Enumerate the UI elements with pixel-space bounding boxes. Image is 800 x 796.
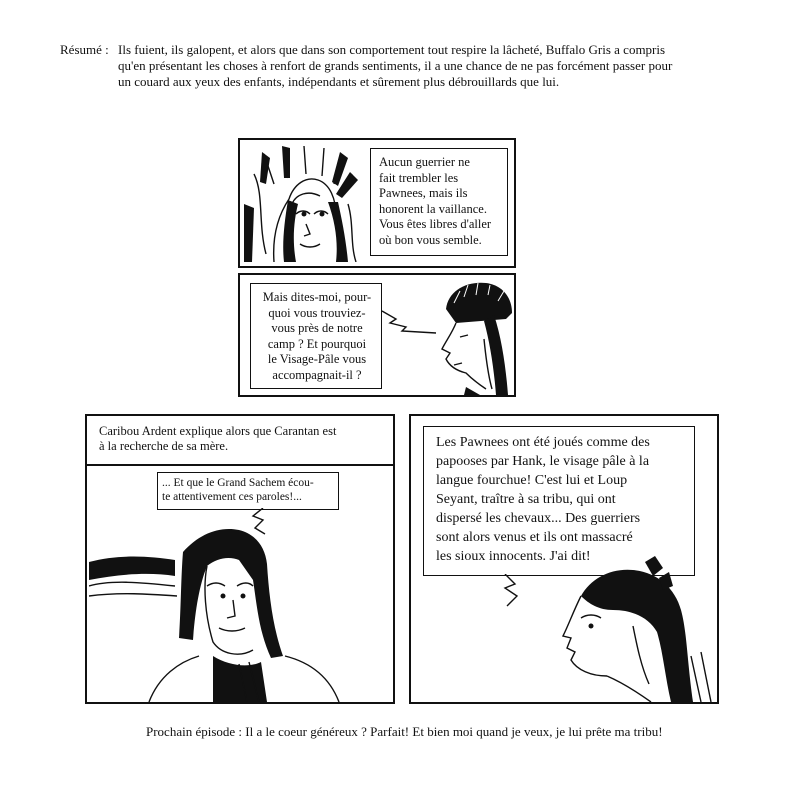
- caption-box: [87, 416, 393, 466]
- speech-line: dispersé les chevaux... Des guerriers: [436, 511, 641, 526]
- speech-line: fait trembler les: [379, 170, 459, 185]
- bubble-tail-zigzag: [497, 574, 527, 608]
- speech-line: Les Pawnees ont été joués comme des: [436, 435, 650, 450]
- chief-headdress-profile-illustration: [436, 279, 514, 395]
- speech-line: où bon vous semble.: [379, 232, 482, 247]
- speech-bubble-2: [250, 283, 382, 389]
- speech-line: Aucun guerrier ne: [379, 155, 470, 169]
- speech-line: accompagnait-il ?: [272, 367, 362, 382]
- speech-bubble-3: [157, 472, 339, 510]
- speech-line: camp ? Et pourquoi: [267, 336, 367, 351]
- speech-line: langue fourchue! C'est lui et Loup: [436, 473, 628, 488]
- speech-bubble-4: [423, 426, 695, 576]
- panel-3: [85, 414, 395, 704]
- speech-line: honorent la vaillance.: [379, 201, 487, 216]
- resume-text: Ils fuient, ils galopent, et alors que dans son comportement tout respire la lâcheté, Buffalo Gris a compris qu'en présentant les choses à renfort de grands sentiments, il a une chance de ne pas forcément passer pour un couard aux yeux des enfants, indépendants et sûrement plus débrouillards que lui.: [118, 42, 673, 89]
- panel-1: [238, 138, 516, 268]
- speech-bubble-1: [370, 148, 508, 256]
- speech-line: Seyant, traître à sa tribu, qui ont: [436, 492, 616, 507]
- next-episode-text: Prochain épisode : Il a le coeur généreux ? Parfait! Et bien moi quand je veux, je lui prête ma tribu!: [146, 724, 663, 739]
- speech-line: te attentivement ces paroles!...: [162, 491, 302, 503]
- speech-line: ... Et que le Grand Sachem écou-: [162, 477, 314, 489]
- resume-label: Résumé :: [60, 42, 109, 57]
- caption-line: Caribou Ardent explique alors que Carantan est: [99, 424, 337, 438]
- speech-line: le Visage-Pâle vous: [267, 352, 367, 366]
- caption-line: à la recherche de sa mère.: [99, 439, 229, 453]
- warrior-profile-illustration: [541, 556, 717, 702]
- chief-portrait-illustration: [244, 144, 362, 262]
- speech-line: papooses par Hank, le visage pâle à la: [436, 454, 650, 469]
- speech-line: Vous êtes libres d'aller: [379, 217, 492, 231]
- speech-line: Mais dites-moi, pour-: [262, 290, 372, 304]
- bubble-tail-zigzag: [380, 305, 440, 335]
- speech-line: Pawnees, mais ils: [379, 186, 468, 200]
- panel-4: [409, 414, 719, 704]
- warrior-portrait-illustration: [89, 516, 393, 702]
- panel-2: [238, 273, 516, 397]
- speech-line: vous près de notre: [271, 321, 363, 335]
- speech-line: les sioux innocents. J'ai dit!: [436, 549, 591, 564]
- speech-line: sont alors venus et ils ont massacré: [436, 530, 633, 545]
- speech-line: quoi vous trouviez-: [268, 305, 366, 320]
